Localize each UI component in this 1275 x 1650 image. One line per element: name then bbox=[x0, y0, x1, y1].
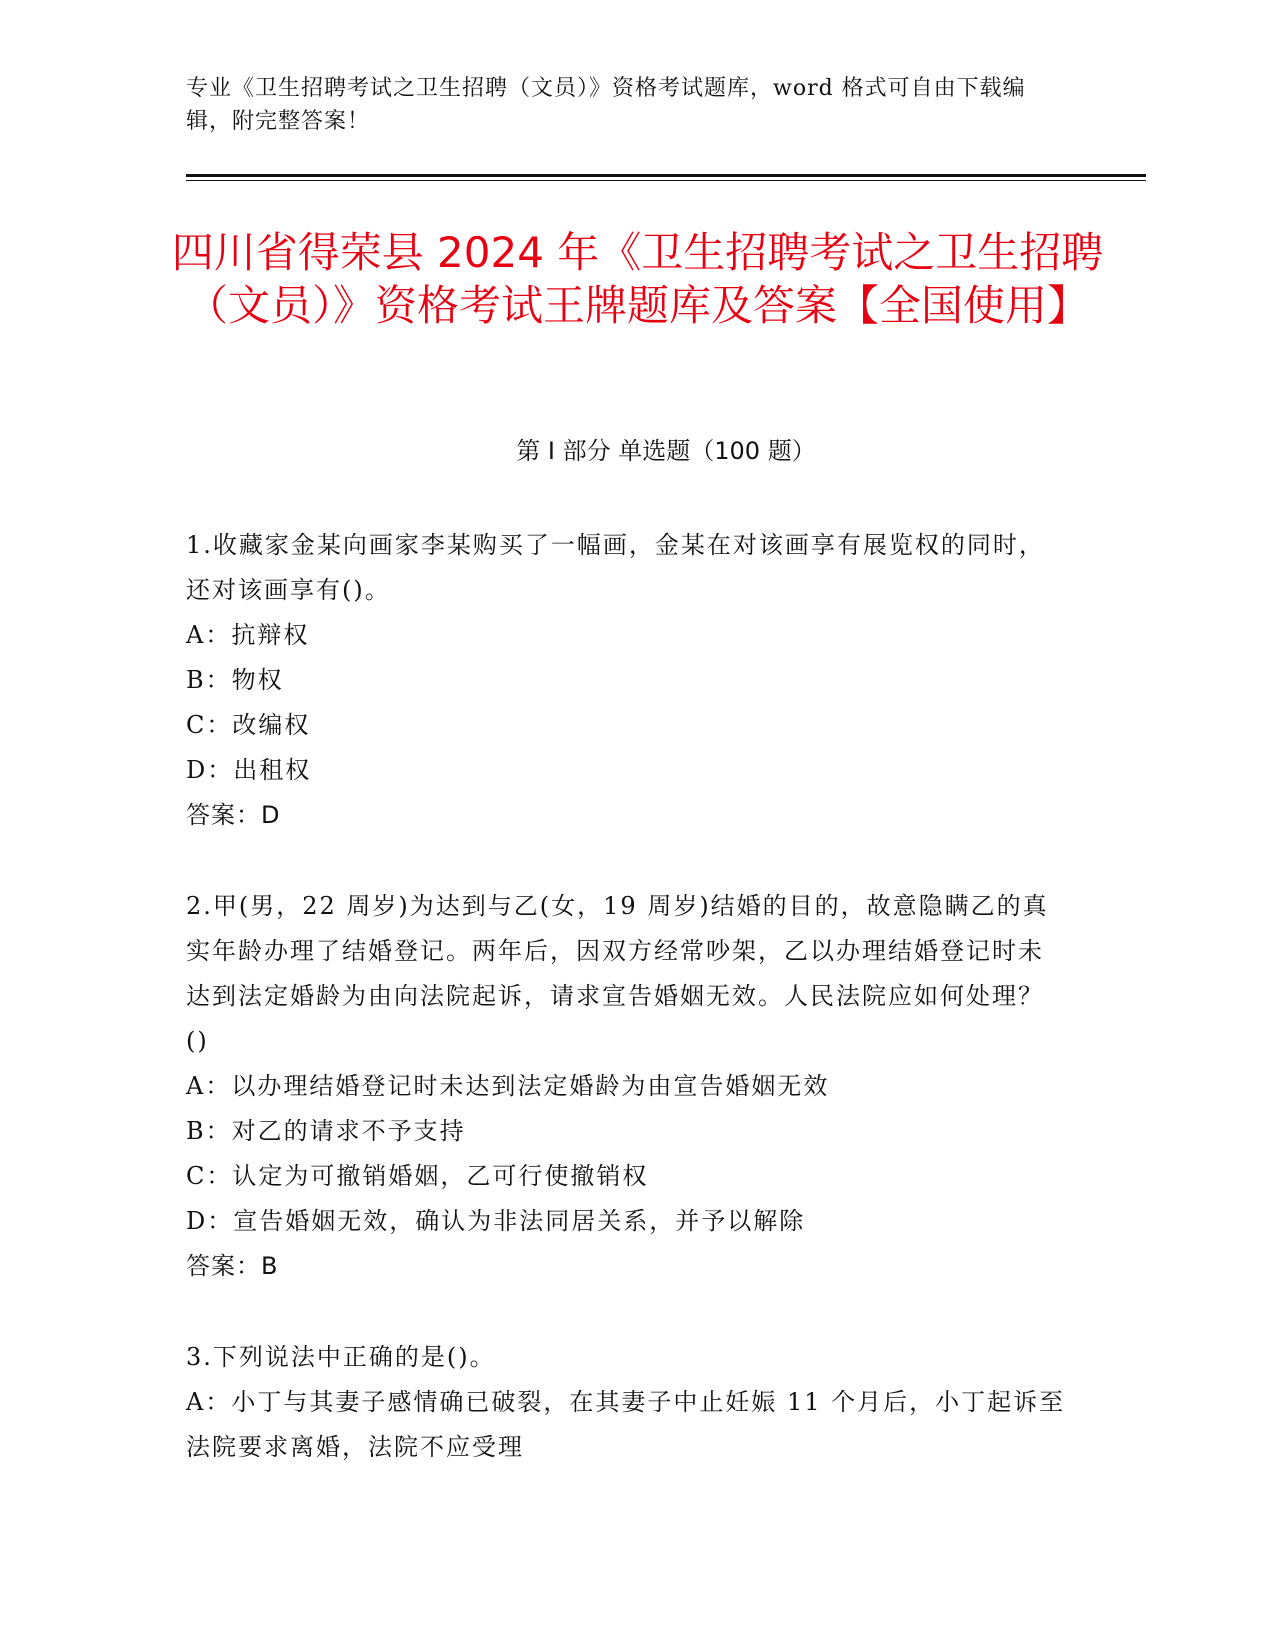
document-title: 四川省得荣县 2024 年《卫生招聘考试之卫生招聘（文员）》资格考试王牌题库及答案【全国使用】 bbox=[171, 228, 1104, 330]
option-b: B：对乙的请求不予支持 bbox=[186, 1117, 466, 1145]
question-2 bbox=[186, 884, 1066, 1289]
option-c: C：认定为可撤销婚姻，乙可行使撤销权 bbox=[186, 1162, 649, 1190]
option-a: A：小丁与其妻子感情确已破裂，在其妻子中止妊娠 11 个月后，小丁起诉至法院要求离婚，法院不应受理 bbox=[186, 1388, 1066, 1461]
question-stem: 3.下列说法中正确的是()。 bbox=[186, 1343, 496, 1371]
answer-line: 答案：B bbox=[186, 1252, 279, 1280]
option-a: A：抗辩权 bbox=[186, 621, 310, 649]
question-stem: 1.收藏家金某向画家李某购买了一幅画，金某在对该画享有展览权的同时，还对该画享有()。 bbox=[186, 531, 1045, 604]
option-c: C：改编权 bbox=[186, 711, 311, 739]
option-d: D：出租权 bbox=[186, 756, 312, 784]
answer-line: 答案：D bbox=[186, 801, 281, 829]
question-stem: 2.甲(男，22 周岁)为达到与乙(女，19 周岁)结婚的目的，故意隐瞒乙的真实年龄办理了结婚登记。两年后，因双方经常吵架，乙以办理结婚登记时未达到法定婚龄为由向法院起诉，请求宣告婚姻无效。人民法院应如何处理？() bbox=[186, 892, 1049, 1055]
option-a: A：以办理结婚登记时未达到法定婚龄为由宣告婚姻无效 bbox=[186, 1072, 830, 1100]
question-1 bbox=[186, 523, 1066, 838]
question-list bbox=[186, 523, 1066, 1516]
header-divider-thin bbox=[186, 180, 1146, 181]
header-note: 专业《卫生招聘考试之卫生招聘（文员）》资格考试题库，word 格式可自由下载编辑，附完整答案！ bbox=[186, 76, 1026, 134]
header-divider-thick bbox=[186, 174, 1146, 177]
question-3 bbox=[186, 1335, 1066, 1470]
section-heading: 第 I 部分 单选题（100 题） bbox=[516, 437, 816, 465]
option-b: B：物权 bbox=[186, 666, 284, 694]
option-d: D：宣告婚姻无效，确认为非法同居关系，并予以解除 bbox=[186, 1207, 806, 1235]
